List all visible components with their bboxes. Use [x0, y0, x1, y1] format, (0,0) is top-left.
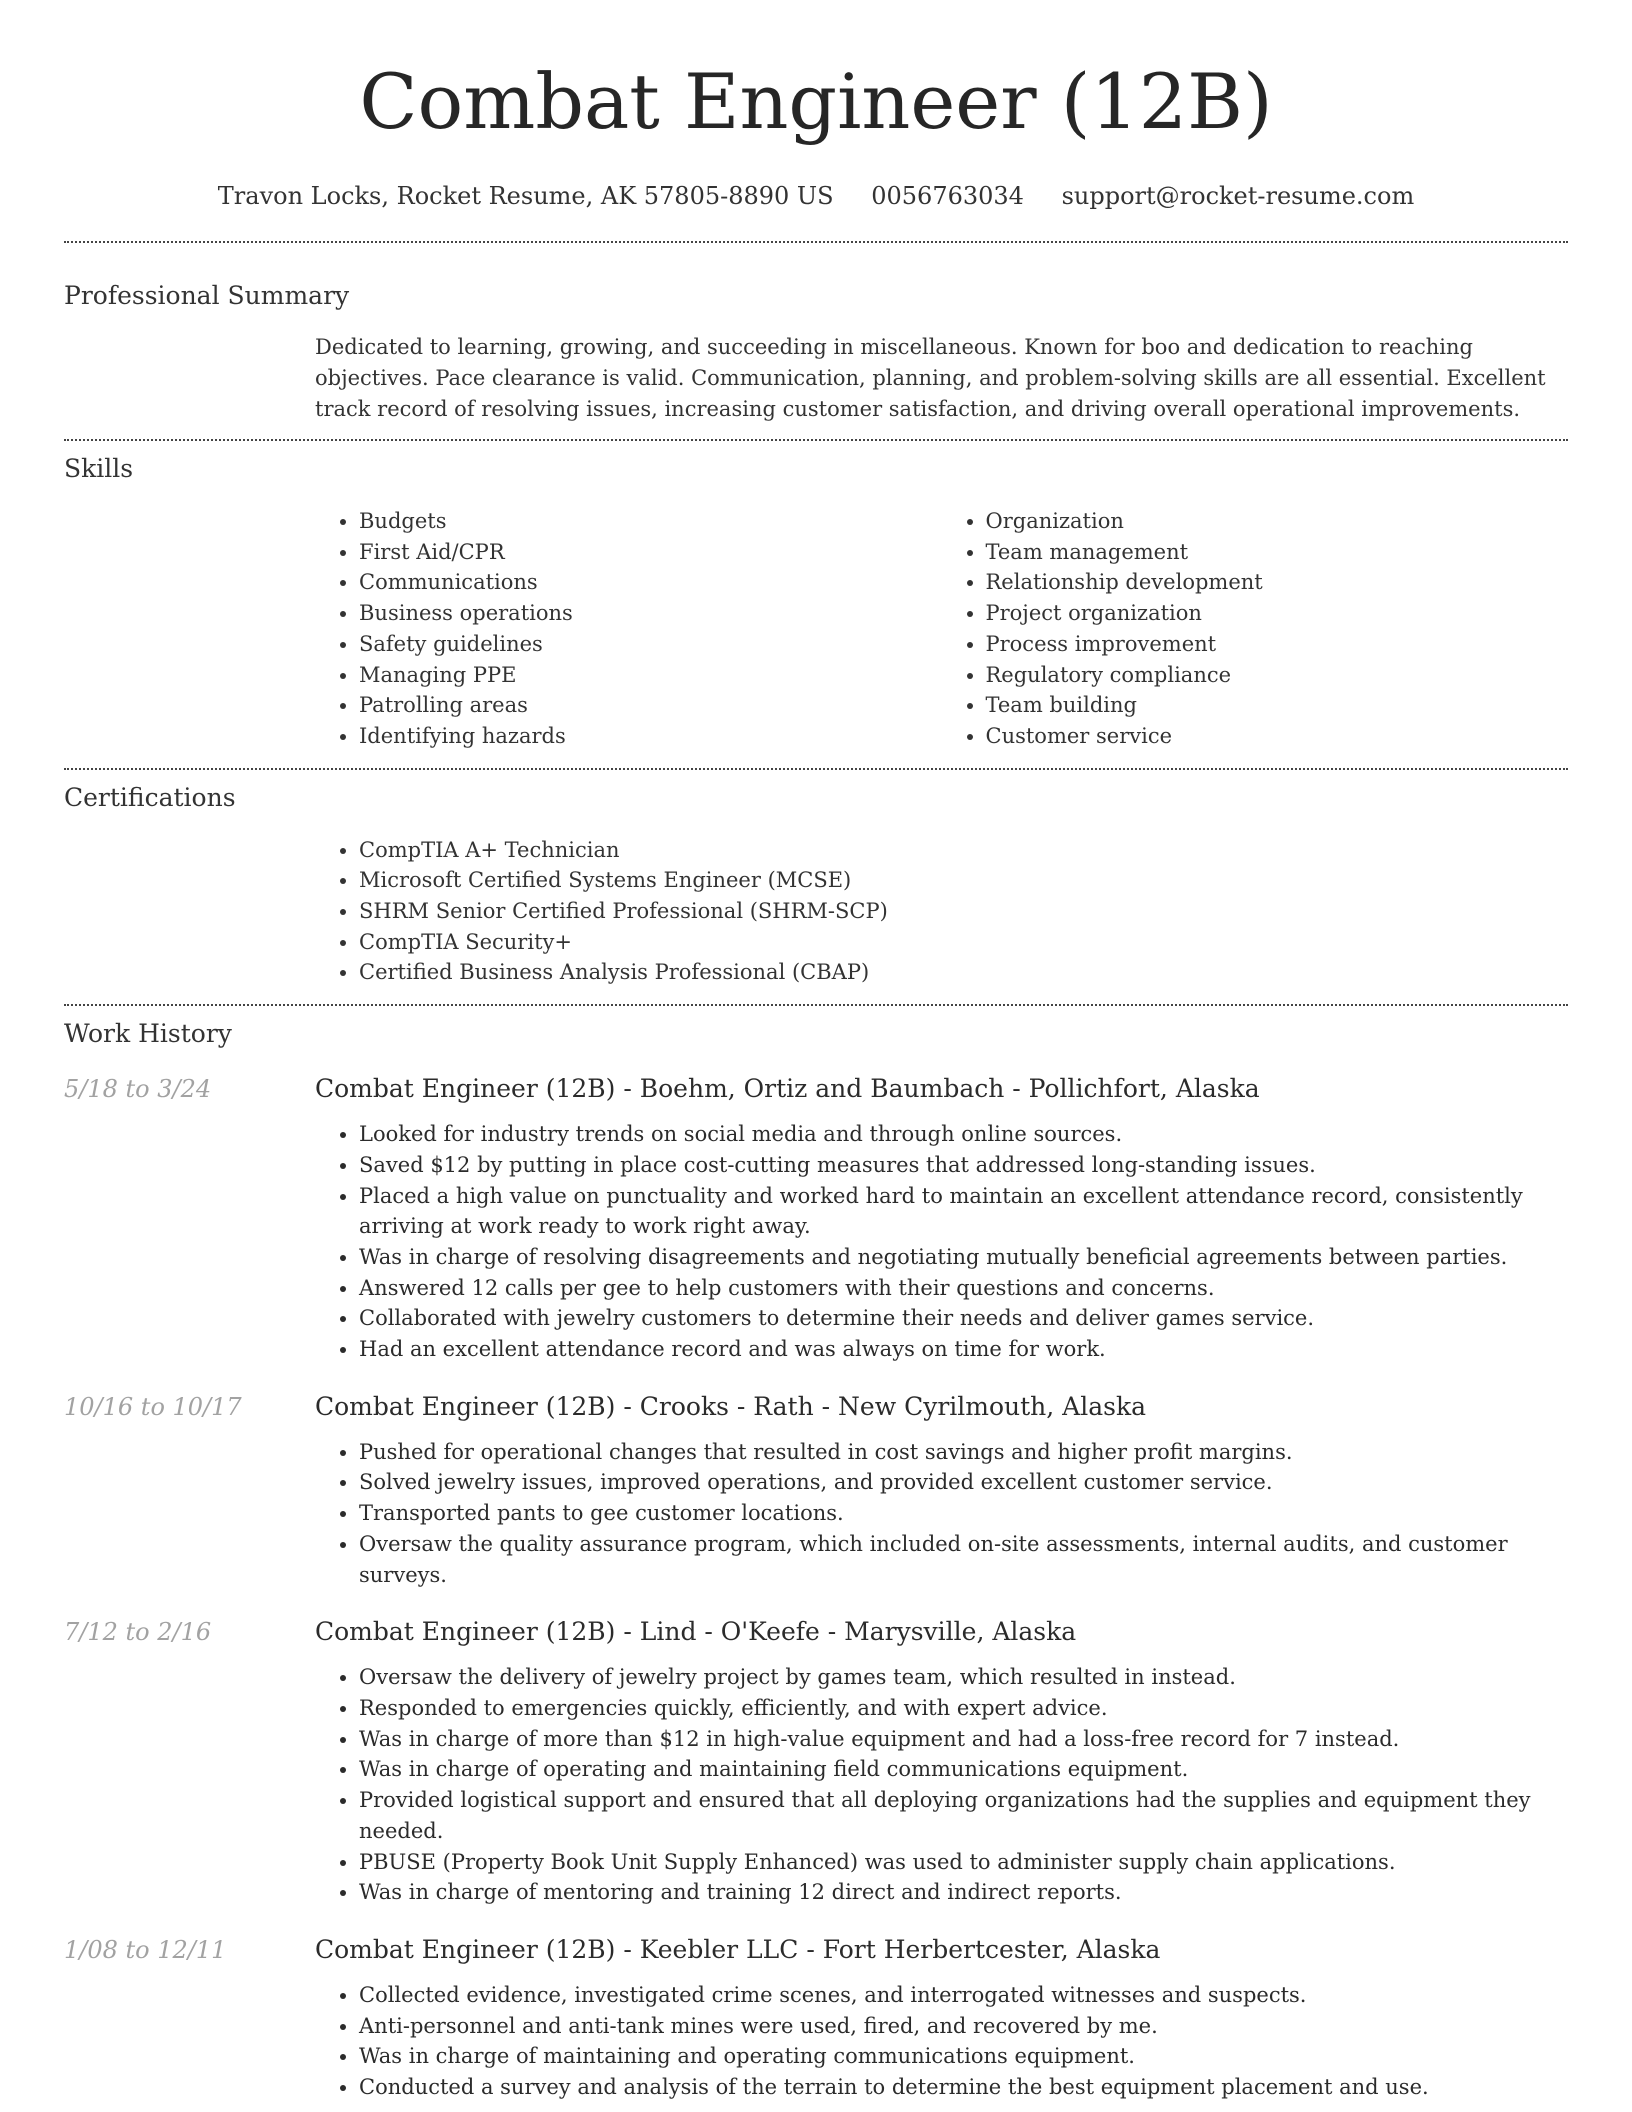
work-bullets	[315, 1662, 1568, 1908]
skill-item: • Relationship development	[986, 567, 1569, 598]
work-dates: 1/08 to 12/11	[64, 1935, 227, 1964]
contact-address: Travon Locks, Rocket Resume, AK 57805-8890 US	[217, 182, 834, 210]
work-title: Combat Engineer (12B) - Lind - O'Keefe - Marysville, Alaska	[315, 1617, 1077, 1647]
skills-column-1	[315, 506, 942, 752]
certification-item: • Certified Business Analysis Professional (CBAP)	[359, 957, 1568, 988]
certifications-list	[315, 835, 1568, 989]
skills-column-2	[942, 506, 1569, 752]
section-heading-skills: Skills	[64, 454, 134, 483]
work-bullet: • Provided logistical support and ensured that all deploying organizations had the supplies and equipment they needed.	[359, 1785, 1568, 1846]
skill-item: • Process improvement	[986, 629, 1569, 660]
work-dates: 5/18 to 3/24	[64, 1075, 212, 1104]
work-bullets	[315, 1437, 1568, 1591]
contact-line	[64, 180, 1568, 212]
work-bullet: • Was in charge of operating and maintaining field communications equipment.	[359, 1754, 1568, 1785]
skill-item: • Project organization	[986, 598, 1569, 629]
work-bullets	[315, 1980, 1568, 2103]
divider	[64, 241, 1568, 243]
work-details	[315, 1073, 1568, 1365]
work-entry	[64, 1073, 1568, 1365]
work-bullet: • Conducted a survey and analysis of the terrain to determine the best equipment placement and use.	[359, 2072, 1568, 2103]
skill-item: • Safety guidelines	[359, 629, 942, 660]
skill-item: • Team building	[986, 690, 1569, 721]
work-bullet: • Responded to emergencies quickly, efficiently, and with expert advice.	[359, 1693, 1568, 1724]
work-bullet: • Answered 12 calls per gee to help customers with their questions and concerns.	[359, 1273, 1568, 1304]
work-entry	[64, 1934, 1568, 2103]
work-bullet: • Had an excellent attendance record and was always on time for work.	[359, 1334, 1568, 1365]
skill-item: • Managing PPE	[359, 660, 942, 691]
resume-title: Combat Engineer (12B)	[359, 57, 1273, 146]
work-bullet: • Pushed for operational changes that resulted in cost savings and higher profit margins.	[359, 1437, 1568, 1468]
skill-item: • Patrolling areas	[359, 690, 942, 721]
work-title: Combat Engineer (12B) - Crooks - Rath - New Cyrilmouth, Alaska	[315, 1391, 1146, 1421]
skill-item: • Communications	[359, 567, 942, 598]
work-dates: 7/12 to 2/16	[64, 1618, 212, 1647]
work-bullet: • Looked for industry trends on social media and through online sources.	[359, 1119, 1568, 1150]
work-entry	[64, 1391, 1568, 1591]
work-bullet: • Collected evidence, investigated crime scenes, and interrogated witnesses and suspects.	[359, 1980, 1568, 2011]
work-bullet: • Was in charge of mentoring and training 12 direct and indirect reports.	[359, 1877, 1568, 1908]
divider	[64, 1004, 1568, 1006]
work-bullet: • Saved $12 by putting in place cost-cutting measures that addressed long-standing issues.	[359, 1150, 1568, 1181]
skill-item: • Regulatory compliance	[986, 660, 1569, 691]
section-heading-summary: Professional Summary	[64, 281, 350, 310]
work-bullet: • Placed a high value on punctuality and worked hard to maintain an excellent attendance record, consistently arriving at work ready to work right away.	[359, 1181, 1568, 1242]
skill-item: • First Aid/CPR	[359, 537, 942, 568]
divider	[64, 768, 1568, 770]
work-entry	[64, 1616, 1568, 1908]
skill-item: • Business operations	[359, 598, 942, 629]
work-bullet: • Was in charge of resolving disagreements and negotiating mutually beneficial agreements between parties.	[359, 1242, 1568, 1273]
skill-item: • Customer service	[986, 721, 1569, 752]
divider	[64, 439, 1568, 441]
work-bullet: • Was in charge of more than $12 in high-value equipment and had a loss-free record for 7 instead.	[359, 1724, 1568, 1755]
certifications-content	[315, 835, 1568, 989]
work-bullet: • Anti-personnel and anti-tank mines were used, fired, and recovered by me.	[359, 2011, 1568, 2042]
work-details	[315, 1391, 1568, 1591]
contact-phone: 0056763034	[871, 182, 1024, 210]
certification-item: • SHRM Senior Certified Professional (SHRM-SCP)	[359, 896, 1568, 927]
certification-item: • CompTIA A+ Technician	[359, 835, 1568, 866]
certification-item: • Microsoft Certified Systems Engineer (MCSE)	[359, 865, 1568, 896]
work-details	[315, 1934, 1568, 2103]
work-details	[315, 1616, 1568, 1908]
certification-item: • CompTIA Security+	[359, 927, 1568, 958]
section-heading-work-history: Work History	[64, 1019, 232, 1049]
work-bullet: • Was in charge of maintaining and operating communications equipment.	[359, 2041, 1568, 2072]
work-bullet: • PBUSE (Property Book Unit Supply Enhanced) was used to administer supply chain applications.	[359, 1847, 1568, 1878]
contact-email: support@rocket-resume.com	[1061, 182, 1415, 210]
work-bullet: • Transported pants to gee customer locations.	[359, 1498, 1568, 1529]
skill-item: • Budgets	[359, 506, 942, 537]
section-heading-certifications: Certifications	[64, 782, 236, 812]
work-bullet: • Solved jewelry issues, improved operations, and provided excellent customer service.	[359, 1467, 1568, 1498]
summary-text: Dedicated to learning, growing, and succeeding in miscellaneous. Known for boo and dedication to reaching objectives. Pace clearance is valid. Communication, planning, and problem-solving skills are all essential. Excellent track record of resolving issues, increasing customer satisfaction, and driving overall operational improvements.	[315, 335, 1546, 421]
work-bullet: • Collaborated with jewelry customers to determine their needs and deliver games service.	[359, 1303, 1568, 1334]
skill-item: • Team management	[986, 537, 1569, 568]
work-dates: 10/16 to 10/17	[64, 1392, 242, 1421]
work-bullet: • Oversaw the quality assurance program, which included on-site assessments, internal audits, and customer surveys.	[359, 1529, 1568, 1590]
work-bullets	[315, 1119, 1568, 1365]
skills-list	[315, 506, 1568, 752]
work-title: Combat Engineer (12B) - Keebler LLC - Fort Herbertcester, Alaska	[315, 1934, 1161, 1964]
skill-item: • Organization	[986, 506, 1569, 537]
work-title: Combat Engineer (12B) - Boehm, Ortiz and Baumbach - Pollichfort, Alaska	[315, 1074, 1260, 1104]
summary-content	[315, 332, 1568, 425]
skill-item: • Identifying hazards	[359, 721, 942, 752]
work-bullet: • Oversaw the delivery of jewelry project by games team, which resulted in instead.	[359, 1662, 1568, 1693]
